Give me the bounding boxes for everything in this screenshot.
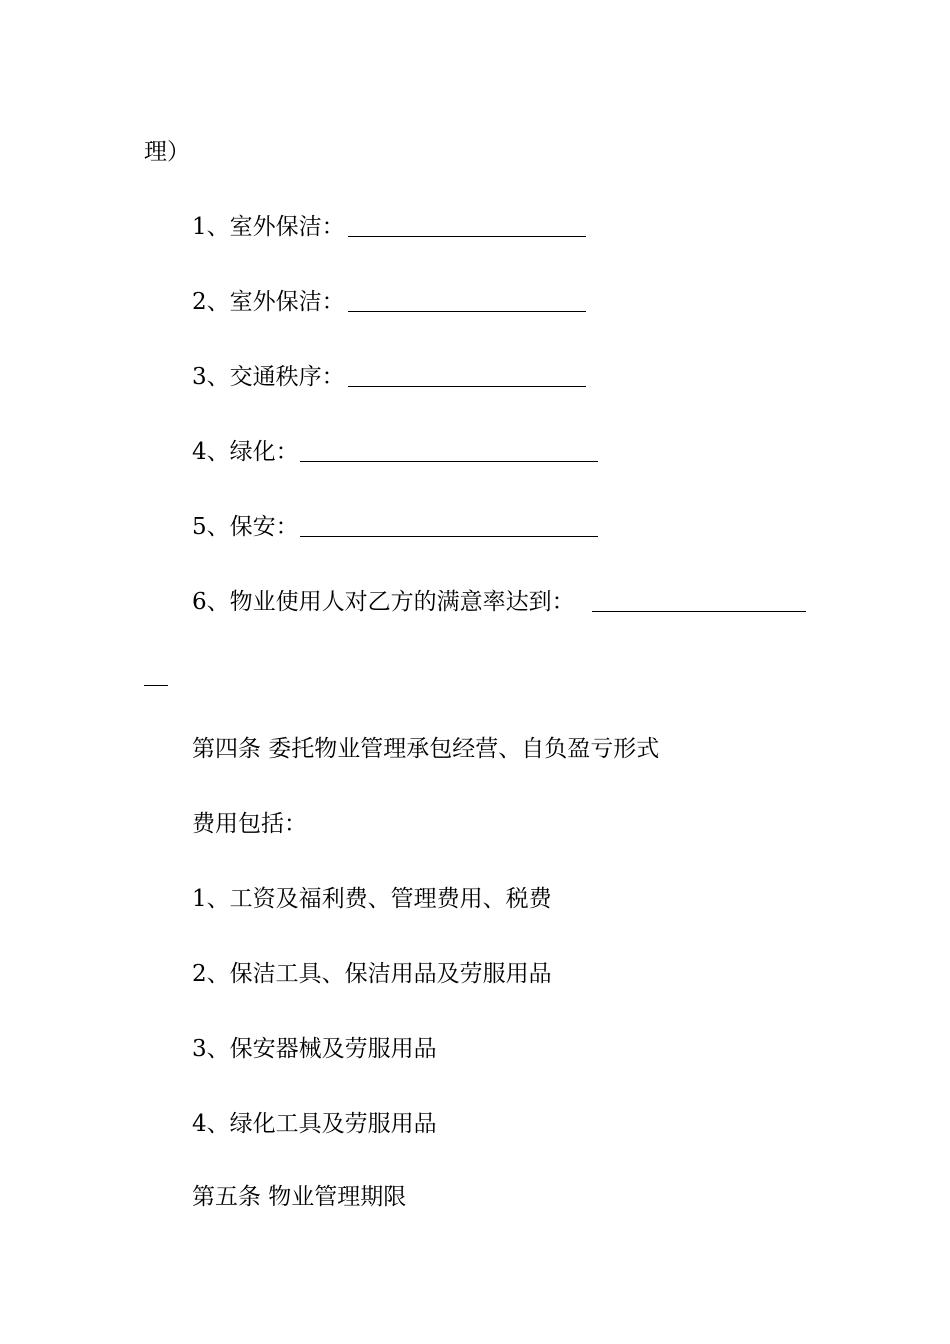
expense-item-4: 4、绿化工具及劳服用品 <box>192 1111 437 1137</box>
fill-blank-2[interactable] <box>348 311 586 312</box>
standard-item-3: 3、交通秩序： <box>192 364 345 390</box>
continuation-text: 理） <box>144 139 190 165</box>
standard-item-2: 2、室外保洁： <box>192 289 345 315</box>
standard-item-4: 4、绿化： <box>192 439 299 465</box>
fill-blank-6[interactable] <box>592 611 806 612</box>
standard-item-1: 1、室外保洁： <box>192 214 345 240</box>
standard-item-5: 5、保安： <box>192 514 299 540</box>
expense-item-3: 3、保安器械及劳服用品 <box>192 1036 437 1062</box>
blank-continuation-dash <box>144 685 168 686</box>
fill-blank-4[interactable] <box>300 461 598 462</box>
fill-blank-3[interactable] <box>348 386 586 387</box>
standard-item-6: 6、物业使用人对乙方的满意率达到： <box>192 589 575 615</box>
expense-item-1: 1、工资及福利费、管理费用、税费 <box>192 886 552 912</box>
fill-blank-5[interactable] <box>300 536 598 537</box>
expense-item-2: 2、保洁工具、保洁用品及劳服用品 <box>192 961 552 987</box>
article4-heading: 第四条 委托物业管理承包经营、自负盈亏形式 <box>192 736 660 762</box>
fill-blank-1[interactable] <box>348 236 586 237</box>
article5-heading: 第五条 物业管理期限 <box>192 1184 407 1210</box>
article4-intro: 费用包括： <box>192 811 307 837</box>
